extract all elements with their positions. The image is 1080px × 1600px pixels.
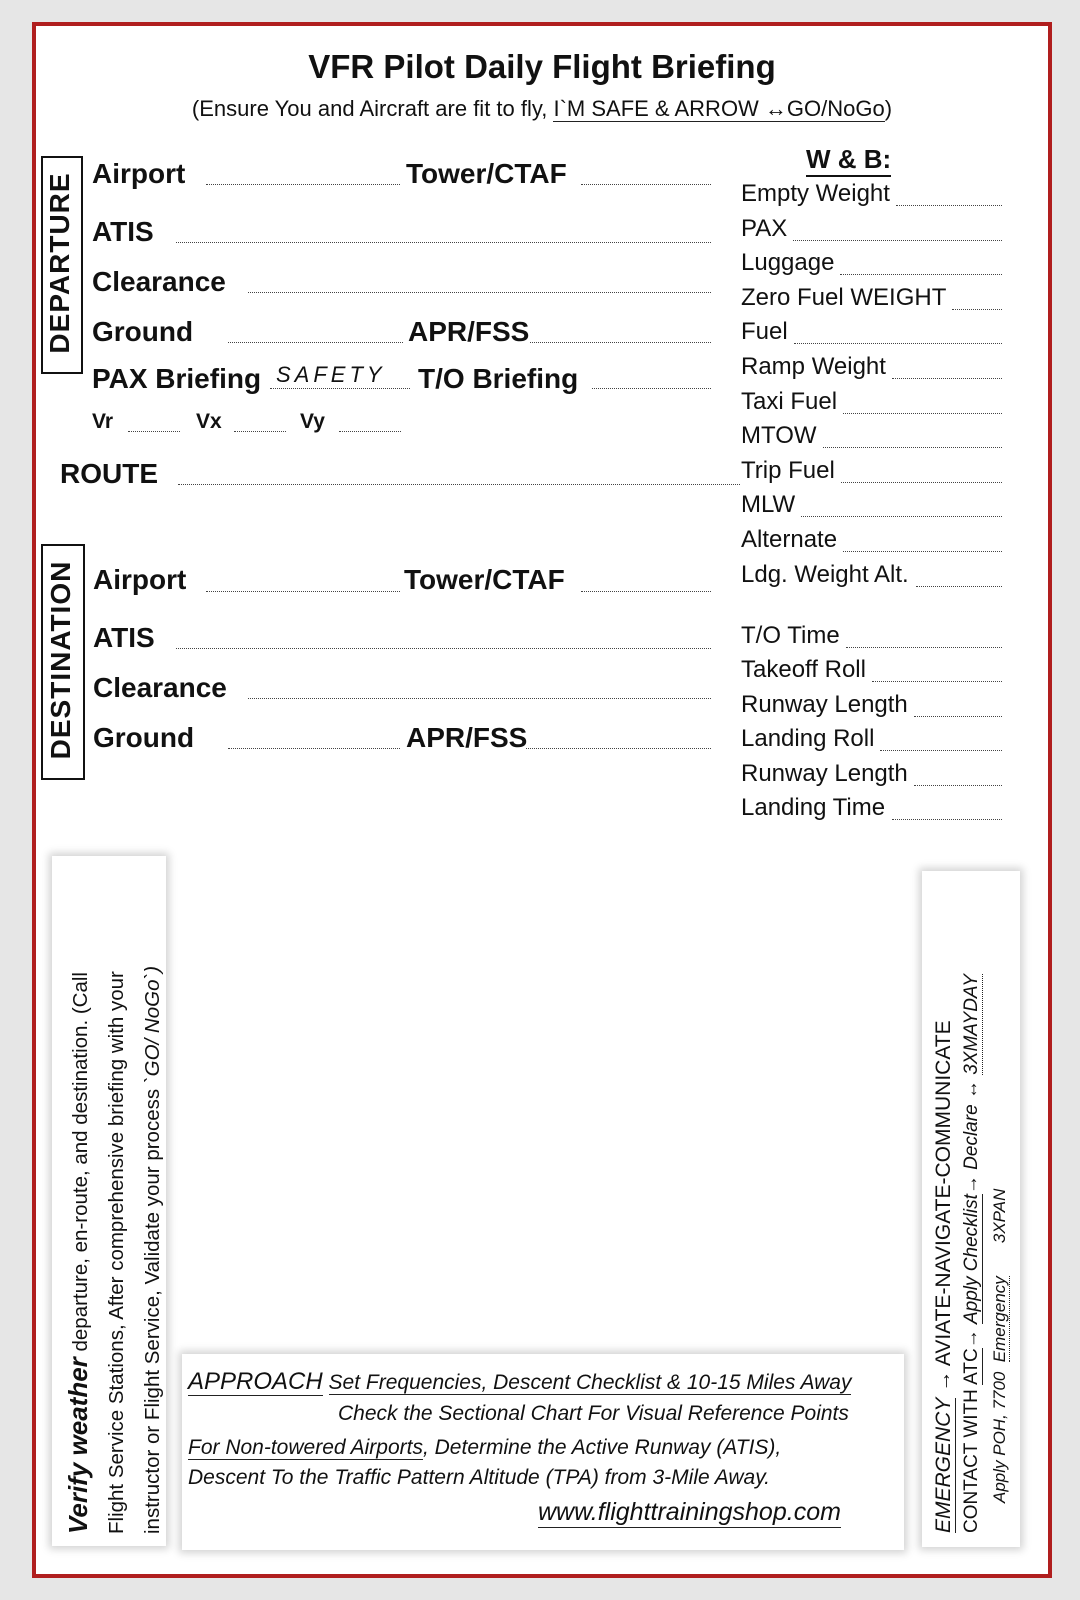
emergency-line-1-rest: → AVIATE-NAVIGATE-COMMUNICATE (932, 1020, 955, 1398)
wb-label-8: Trip Fuel (741, 456, 835, 484)
weather-line-1 (60, 864, 99, 1534)
safety-text: SAFETY (276, 362, 386, 387)
weather-line-3-a: instructor or Flight Service, Validate your process (141, 1083, 164, 1534)
destination-clearance-label: Clearance (93, 672, 227, 703)
destination-section-label: DESTINATION (45, 560, 76, 760)
wb-field-1[interactable] (793, 240, 1002, 241)
departure-section-label: DEPARTURE (44, 172, 75, 354)
destination-airport-field[interactable] (206, 591, 400, 592)
approach-line-2: Check the Sectional Chart For Visual Reference Points (338, 1402, 849, 1425)
wb-field-6[interactable] (843, 413, 1002, 414)
destination-ground-label: Ground (93, 722, 195, 753)
departure-atis-field[interactable] (176, 242, 711, 243)
weather-bold: Verify weather (63, 1357, 93, 1534)
destination-clearance-field[interactable] (248, 698, 711, 699)
wb-label-5: Ramp Weight (741, 353, 886, 380)
wb-field-0[interactable] (896, 205, 1002, 206)
weather-line-1-text: departure, en-route, and destination. (Call (69, 972, 92, 1358)
departure-ground-label: Ground (92, 316, 194, 347)
emergency-line-3-a: Apply POH, 7700 (990, 1371, 1009, 1503)
perf-field-4[interactable] (914, 785, 1002, 786)
wb-label-11: Ldg. Weight Alt. (741, 560, 909, 588)
subtitle-underlined: I`M SAFE & ARROW ↔GO/NoGo (553, 96, 885, 121)
emergency-word: EMERGENCY (932, 1397, 955, 1533)
approach-line-1 (188, 1368, 851, 1396)
departure-apr-label: APR/FSS (408, 316, 530, 347)
approach-line-3-a: For Non-towered Airports (188, 1436, 423, 1459)
perf-label-4: Runway Length (741, 759, 908, 787)
destination-apr-label: APR/FSS (406, 722, 528, 753)
route-field[interactable] (178, 484, 740, 485)
emergency-line-2-c: → (961, 1324, 982, 1349)
departure-tower-field[interactable] (581, 184, 711, 185)
emergency-note-text (930, 883, 1014, 1533)
emergency-line-2-a: CONTACT WITH (961, 1384, 982, 1533)
emergency-note-panel (922, 871, 1020, 1547)
destination-airport-label: Airport (93, 564, 187, 595)
emergency-line-2-declare: → Declare ↔ (961, 1074, 982, 1195)
perf-label-2: Runway Length (741, 690, 908, 718)
to-briefing-field[interactable] (592, 388, 711, 389)
wb-label-2: Luggage (741, 249, 835, 277)
weather-line-3 (135, 864, 171, 1534)
wb-field-8[interactable] (841, 482, 1002, 483)
vr-field[interactable] (128, 431, 180, 432)
emergency-line-3-b: Emergency (990, 1276, 1009, 1363)
destination-tower-label: Tower/CTAF (404, 564, 565, 595)
wb-field-10[interactable] (843, 551, 1002, 552)
emergency-line-1 (930, 883, 958, 1533)
website-link[interactable]: www.flighttrainingshop.com (538, 1498, 841, 1526)
route-label: ROUTE (60, 458, 158, 489)
wb-field-9[interactable] (801, 516, 1002, 517)
departure-ground-field[interactable] (228, 342, 403, 343)
wb-label-3: Zero Fuel WEIGHT (741, 283, 947, 311)
subtitle-suffix: ) (884, 96, 893, 121)
perf-label-1: Takeoff Roll (741, 656, 866, 684)
destination-atis-label: ATIS (93, 622, 155, 653)
perf-label-0: T/O Time (741, 622, 840, 649)
approach-word: APPROACH (188, 1368, 323, 1395)
wb-field-11[interactable] (916, 586, 1002, 587)
emergency-line-2 (958, 883, 986, 1533)
destination-apr-field[interactable] (526, 748, 711, 749)
vx-field[interactable] (234, 431, 286, 432)
emergency-line-2-mayday: 3XMAYDAY (961, 974, 982, 1075)
pax-briefing-field[interactable] (270, 388, 410, 389)
vx-label: Vx (196, 410, 222, 433)
subtitle-prefix: (Ensure You and Aircraft are fit to fly, (191, 96, 554, 121)
page-title: VFR Pilot Daily Flight Briefing (308, 48, 776, 85)
departure-airport-label: Airport (92, 158, 186, 189)
weather-note-text (60, 864, 171, 1534)
approach-line-3 (188, 1436, 781, 1460)
perf-field-5[interactable] (892, 819, 1002, 820)
wb-field-3[interactable] (952, 309, 1002, 310)
departure-tower-label: Tower/CTAF (406, 158, 567, 189)
briefing-sheet (32, 22, 1052, 1578)
perf-label-5: Landing Time (741, 794, 886, 821)
wb-field-7[interactable] (823, 447, 1002, 448)
wb-field-4[interactable] (794, 343, 1002, 344)
perf-field-0[interactable] (846, 647, 1002, 648)
page-subtitle (36, 96, 1048, 122)
wb-heading: W & B: (806, 144, 891, 177)
perf-field-3[interactable] (880, 750, 1002, 751)
wb-label-0: Empty Weight (741, 180, 890, 207)
to-briefing-label: T/O Briefing (418, 363, 579, 394)
perf-label-3: Landing Roll (741, 725, 875, 753)
emergency-line-3 (986, 883, 1014, 1533)
wb-label-6: Taxi Fuel (741, 387, 838, 415)
departure-apr-field[interactable] (530, 342, 711, 343)
wb-label-1: PAX (741, 214, 788, 242)
emergency-line-2-atc: ATC (961, 1348, 982, 1385)
pax-briefing-label: PAX Briefing (92, 363, 262, 394)
departure-atis-label: ATIS (92, 216, 154, 247)
wb-field-5[interactable] (892, 378, 1002, 379)
approach-line-4: Descent To the Traffic Pattern Altitude (TPA) from 3-Mile Away. (188, 1466, 770, 1489)
departure-clearance-field[interactable] (248, 292, 711, 293)
wb-label-7: MTOW (741, 422, 817, 450)
weather-line-2: Flight Service Stations, After comprehensive briefing with your (105, 971, 128, 1534)
wb-label-10: Alternate (741, 526, 838, 553)
departure-clearance-label: Clearance (92, 266, 226, 297)
departure-airport-field[interactable] (206, 184, 400, 185)
destination-tower-field[interactable] (581, 591, 711, 592)
perf-field-1[interactable] (872, 681, 1002, 682)
approach-line-3-b: , Determine the Active Runway (ATIS), (422, 1436, 782, 1459)
vr-label: Vr (92, 410, 114, 433)
destination-atis-field[interactable] (176, 648, 711, 649)
destination-ground-field[interactable] (228, 748, 400, 749)
weather-line-3-b: `GO/ NoGo`) (141, 965, 164, 1084)
emergency-line-3-pan: 3XPAN (990, 1188, 1009, 1244)
weather-note-panel (52, 856, 166, 1546)
approach-note-panel (182, 1354, 904, 1550)
approach-line-1-text: Set Frequencies, Descent Checklist & 10-15 Miles Away (328, 1371, 852, 1394)
wb-label-4: Fuel (741, 318, 788, 346)
perf-field-2[interactable] (914, 716, 1002, 717)
wb-label-9: MLW (741, 491, 796, 519)
vy-label: Vy (300, 410, 325, 433)
vy-field[interactable] (339, 431, 401, 432)
emergency-line-2-checklist: Apply Checklist (961, 1194, 982, 1324)
wb-field-2[interactable] (840, 274, 1002, 275)
